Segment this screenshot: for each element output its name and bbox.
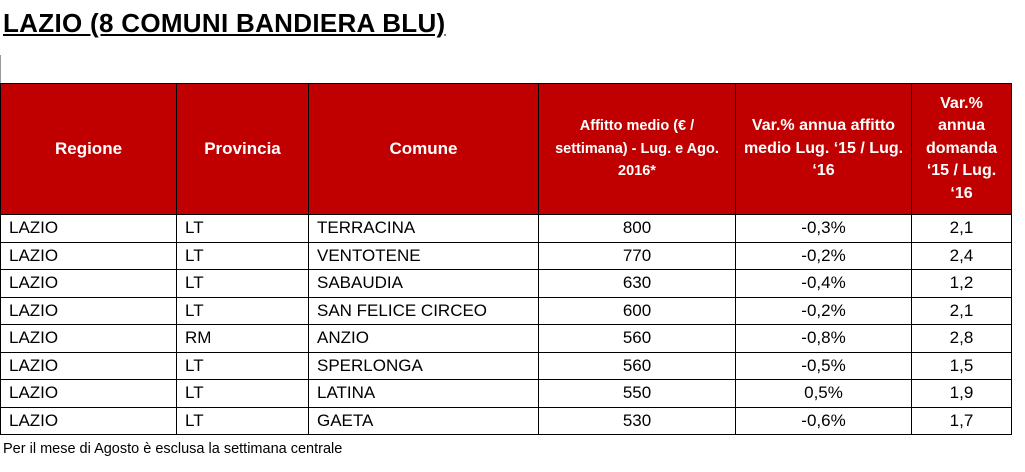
cell-comune[interactable]: SAN FELICE CIRCEO (309, 297, 539, 325)
cell-provincia[interactable]: LT (177, 297, 309, 325)
cell-affitto[interactable]: 560 (539, 352, 736, 380)
cell-comune[interactable]: VENTOTENE (309, 242, 539, 270)
cell-var-affitto[interactable]: -0,3% (736, 215, 912, 243)
cell-regione[interactable]: LAZIO (1, 352, 177, 380)
header-provincia[interactable]: Provincia (177, 84, 309, 215)
cell-comune[interactable]: TERRACINA (309, 215, 539, 243)
cell-var-affitto[interactable]: -0,5% (736, 352, 912, 380)
data-table (0, 83, 1012, 435)
cell-comune[interactable]: SPERLONGA (309, 352, 539, 380)
cell-var-domanda[interactable]: 1,2 (912, 270, 1012, 298)
cell-affitto[interactable]: 530 (539, 407, 736, 435)
cell-var-affitto[interactable]: -0,2% (736, 297, 912, 325)
header-row (1, 84, 1012, 215)
header-var-affitto[interactable]: Var.% annua affitto medio Lug. ‘15 / Lug. ‘16 (736, 84, 912, 215)
cell-regione[interactable]: LAZIO (1, 380, 177, 408)
cell-comune[interactable]: LATINA (309, 380, 539, 408)
cell-var-affitto[interactable]: -0,6% (736, 407, 912, 435)
footnote: Per il mese di Agosto è esclusa la settimana centrale (3, 441, 343, 457)
cell-comune[interactable]: SABAUDIA (309, 270, 539, 298)
cell-affitto[interactable]: 770 (539, 242, 736, 270)
page-title: LAZIO (8 COMUNI BANDIERA BLU) (3, 8, 446, 38)
table-row (1, 407, 1012, 435)
cell-provincia[interactable]: LT (177, 242, 309, 270)
cell-provincia[interactable]: LT (177, 352, 309, 380)
cell-var-domanda[interactable]: 2,1 (912, 297, 1012, 325)
cell-var-domanda[interactable]: 2,8 (912, 325, 1012, 353)
cell-regione[interactable]: LAZIO (1, 215, 177, 243)
cell-regione[interactable]: LAZIO (1, 297, 177, 325)
cell-provincia[interactable]: LT (177, 407, 309, 435)
table-row (1, 242, 1012, 270)
cell-affitto[interactable]: 600 (539, 297, 736, 325)
table-row (1, 215, 1012, 243)
cell-var-domanda[interactable]: 1,7 (912, 407, 1012, 435)
cell-var-affitto[interactable]: -0,2% (736, 242, 912, 270)
cell-regione[interactable]: LAZIO (1, 325, 177, 353)
cell-regione[interactable]: LAZIO (1, 242, 177, 270)
cell-provincia[interactable]: RM (177, 325, 309, 353)
header-comune[interactable]: Comune (309, 84, 539, 215)
cell-var-domanda[interactable]: 2,4 (912, 242, 1012, 270)
cell-provincia[interactable]: LT (177, 380, 309, 408)
table-row (1, 325, 1012, 353)
divider (0, 55, 1, 85)
cell-affitto[interactable]: 560 (539, 325, 736, 353)
cell-var-domanda[interactable]: 1,9 (912, 380, 1012, 408)
cell-affitto[interactable]: 550 (539, 380, 736, 408)
cell-comune[interactable]: GAETA (309, 407, 539, 435)
header-affitto[interactable]: Affitto medio (€ / settimana) - Lug. e Ago. 2016* (539, 84, 736, 215)
cell-affitto[interactable]: 800 (539, 215, 736, 243)
cell-provincia[interactable]: LT (177, 215, 309, 243)
cell-affitto[interactable]: 630 (539, 270, 736, 298)
cell-var-affitto[interactable]: -0,4% (736, 270, 912, 298)
header-regione[interactable]: Regione (1, 84, 177, 215)
table-row (1, 352, 1012, 380)
table-row (1, 297, 1012, 325)
cell-comune[interactable]: ANZIO (309, 325, 539, 353)
cell-var-affitto[interactable]: -0,8% (736, 325, 912, 353)
table-row (1, 380, 1012, 408)
cell-var-affitto[interactable]: 0,5% (736, 380, 912, 408)
cell-regione[interactable]: LAZIO (1, 407, 177, 435)
cell-var-domanda[interactable]: 1,5 (912, 352, 1012, 380)
table-row (1, 270, 1012, 298)
cell-provincia[interactable]: LT (177, 270, 309, 298)
cell-var-domanda[interactable]: 2,1 (912, 215, 1012, 243)
cell-regione[interactable]: LAZIO (1, 270, 177, 298)
header-var-domanda[interactable]: Var.% annua domanda ‘15 / Lug. ‘16 (912, 84, 1012, 215)
